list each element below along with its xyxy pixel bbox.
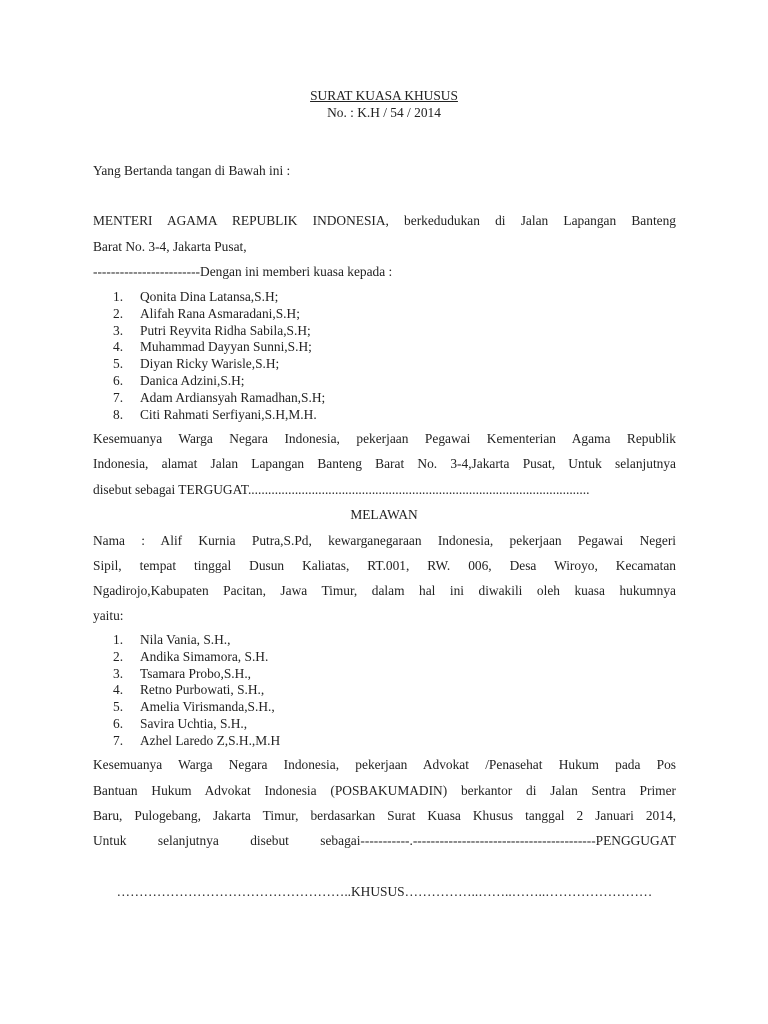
grantor-line-2: Barat No. 3-4, Jakarta Pusat, [93, 239, 247, 254]
list-number: 2. [113, 305, 124, 321]
document-title: SURAT KUASA KHUSUS [310, 88, 458, 103]
attorney-name: Tsamara Probo,S.H., [140, 665, 252, 681]
attorney-name: Alifah Rana Asmaradani,S.H; [140, 305, 300, 321]
attorney-name: Amelia Virismanda,S.H., [140, 699, 275, 715]
grantor-line-1: MENTERI AGAMA REPUBLIK INDONESIA, berkedudukan di Jalan Lapangan Banteng [93, 213, 676, 228]
defendant-para-line-3: disebut sebagai TERGUGAT...................................................................................................... [93, 482, 590, 497]
attorney-name: Diyan Ricky Warisle,S.H; [140, 356, 280, 372]
list-number: 1. [113, 632, 124, 647]
attorney-name: Savira Uchtia, S.H., [140, 715, 248, 731]
plaintiff-line-4: yaitu: [93, 608, 124, 623]
list-number: 3. [113, 322, 124, 338]
document-number: No. : K.H / 54 / 2014 [327, 105, 441, 120]
list-number: 6. [113, 372, 124, 388]
attorney-name: Retno Purbowati, S.H., [140, 682, 265, 698]
list-number: 8. [113, 406, 124, 422]
defendant-para-line-2: Indonesia, alamat Jalan Lapangan Banteng Barat No. 3-4,Jakarta Pusat, Untuk selanjutnya [93, 456, 676, 471]
list-number: 6. [113, 715, 124, 731]
plaintiff-line-2: Sipil, tempat tinggal Dusun Kaliatas, RT.001, RW. 006, Desa Wiroyo, Kecamatan [93, 558, 676, 573]
attorney-name: Andika Simamora, S.H. [140, 648, 269, 664]
attorney-name: Qonita Dina Latansa,S.H; [140, 289, 279, 304]
plaintiff-para-line-2: Bantuan Hukum Advokat Indonesia (POSBAKUMADIN) berkantor di Jalan Sentra Primer [93, 783, 676, 798]
plaintiff-para-line-3: Baru, Pulogebang, Jakarta Timur, berdasarkan Surat Kuasa Khusus tanggal 2 Januari 2014, [93, 808, 676, 823]
attorney-name: Citi Rahmati Serfiyani,S.H,M.H. [140, 406, 317, 422]
defendant-para-line-1: Kesemuanya Warga Negara Indonesia, pekerjaan Pegawai Kementerian Agama Republik [93, 431, 676, 446]
list-number: 1. [113, 289, 124, 304]
list-number: 5. [113, 699, 124, 715]
plaintiff-line-3: Ngadirojo,Kabupaten Pacitan, Jawa Timur, dalam hal ini diwakili oleh kuasa hukumnya [93, 583, 676, 598]
list-number: 2. [113, 648, 124, 664]
plaintiff-line-1: Nama : Alif Kurnia Putra,S.Pd, kewarganegaraan Indonesia, pekerjaan Pegawai Negeri [93, 533, 676, 548]
versus-heading: MELAWAN [350, 507, 418, 522]
list-number: 4. [113, 682, 124, 698]
attorney-name: Azhel Laredo Z,S.H.,M.H [140, 732, 281, 748]
list-number: 3. [113, 665, 124, 681]
attorney-name: Muhammad Dayyan Sunni,S.H; [140, 339, 312, 355]
list-number: 4. [113, 339, 124, 355]
attorney-name: Danica Adzini,S.H; [140, 372, 245, 388]
closing-line: ……………………………………………..KHUSUS……………..……..……..…………………… [116, 884, 653, 899]
attorney-name: Putri Reyvita Ridha Sabila,S.H; [140, 322, 311, 338]
grant-statement: ------------------------Dengan ini memberi kuasa kepada : [93, 264, 393, 279]
intro-text: Yang Bertanda tangan di Bawah ini : [93, 163, 291, 178]
plaintiff-para-line-1: Kesemuanya Warga Negara Indonesia, pekerjaan Advokat /Penasehat Hukum pada Pos [93, 757, 676, 772]
list-number: 7. [113, 732, 124, 748]
list-number: 5. [113, 356, 124, 372]
list-number: 7. [113, 389, 124, 405]
attorney-name: Adam Ardiansyah Ramadhan,S.H; [140, 389, 326, 405]
plaintiff-para-line-4: Untuk selanjutnya disebut sebagai-----------.-----------------------------------------PENGGUGAT [93, 833, 676, 848]
attorney-name: Nila Vania, S.H., [140, 632, 231, 647]
